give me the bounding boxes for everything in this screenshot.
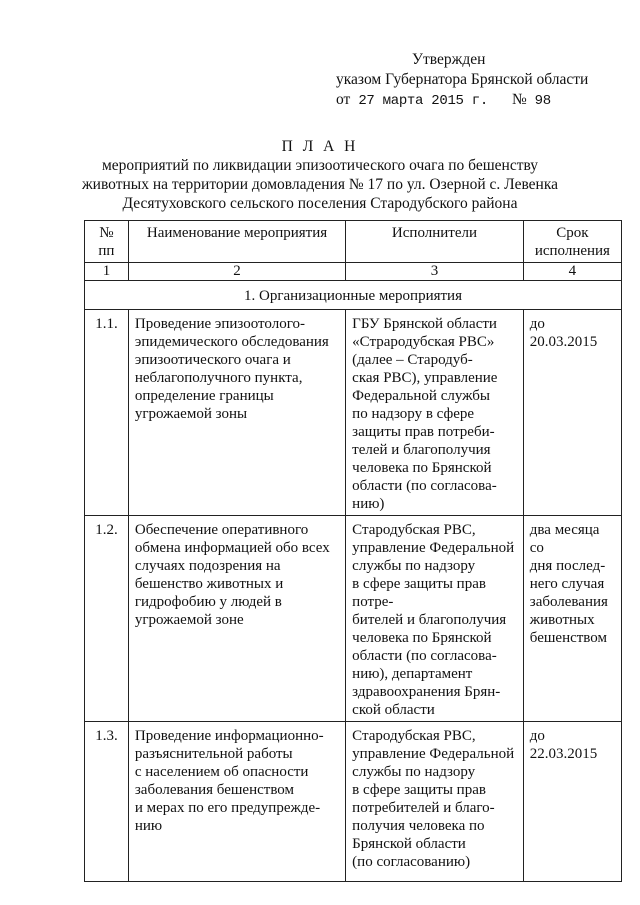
approval-line-approved: Утвержден [412,51,486,68]
approval-line-date [336,90,588,111]
table-row [85,516,622,722]
number-value: 98 [534,93,551,109]
row-deadline: до 22.03.2015 [523,722,621,882]
column-number: 3 [346,263,524,281]
header-executors: Исполнители [346,221,524,263]
header-activity: Наименование мероприятия [128,221,345,263]
number-prefix: № [511,91,527,108]
header-deadline: Срок исполнения [523,221,621,263]
header-number: № пп [85,221,129,263]
document-title: П Л А Н [281,138,359,155]
table-header-row [85,221,622,263]
row-activity: Проведение эпизоотолого- эпидемического обследования эпизоотического очага и неблагополучного пункта, определение границы угрожаемой зоны [128,310,345,516]
date-value: 27 марта 2015 г. [358,93,488,109]
row-executors: ГБУ Брянской области «Страродубская РВС» (далее – Стародуб- ская РВС), управление Федеральной службы по надзору в сфере защиты прав потреби- телей и благополучия человека по Брянской области (по согласова- нию) [346,310,524,516]
approval-stamp [336,50,588,111]
row-number: 1.1. [85,310,129,516]
approval-line-decree: указом Губернатора Брянской области [336,71,589,88]
column-number: 4 [523,263,621,281]
decree-number [512,90,551,111]
table-row [85,310,622,516]
column-number: 1 [85,263,129,281]
subtitle-line-3: Десятуховского сельского поселения Стародубского района [122,195,518,212]
row-executors: Стародубская РВС, управление Федеральной службы по надзору в сфере защиты прав потре- бителей и благополучия человека по Брянской области (по согласова- нию), департамент здравоохранения Брян- ской области [346,516,524,722]
subtitle-line-1: мероприятий по ликвидации эпизоотического очага по бешенству [101,157,539,174]
section-row [85,281,622,310]
plan-table [84,220,622,882]
section-title: 1. Организационные мероприятия [85,281,622,310]
row-number: 1.2. [85,516,129,722]
date-prefix: от [336,91,351,108]
row-deadline: до 20.03.2015 [523,310,621,516]
column-number-row [85,263,622,281]
row-deadline: два месяца со дня послед- него случая заболевания животных бешенством [523,516,621,722]
row-executors: Стародубская РВС, управление Федеральной службы по надзору в сфере защиты прав потребителей и благо- получия человека по Брянской области (по согласованию) [346,722,524,882]
row-number: 1.3. [85,722,129,882]
row-activity: Обеспечение оперативного обмена информацией обо всех случаях подозрения на бешенство животных и гидрофобию у людей в угрожаемой зоне [128,516,345,722]
subtitle-line-2: животных на территории домовладения № 17 по ул. Озерной с. Левенка [81,176,559,193]
row-activity: Проведение информационно- разъяснительной работы с населением об опасности заболевания бешенством и мерах по его предупрежде- нию [128,722,345,882]
table-row [85,722,622,882]
document-subtitle [60,156,580,213]
column-number: 2 [128,263,345,281]
